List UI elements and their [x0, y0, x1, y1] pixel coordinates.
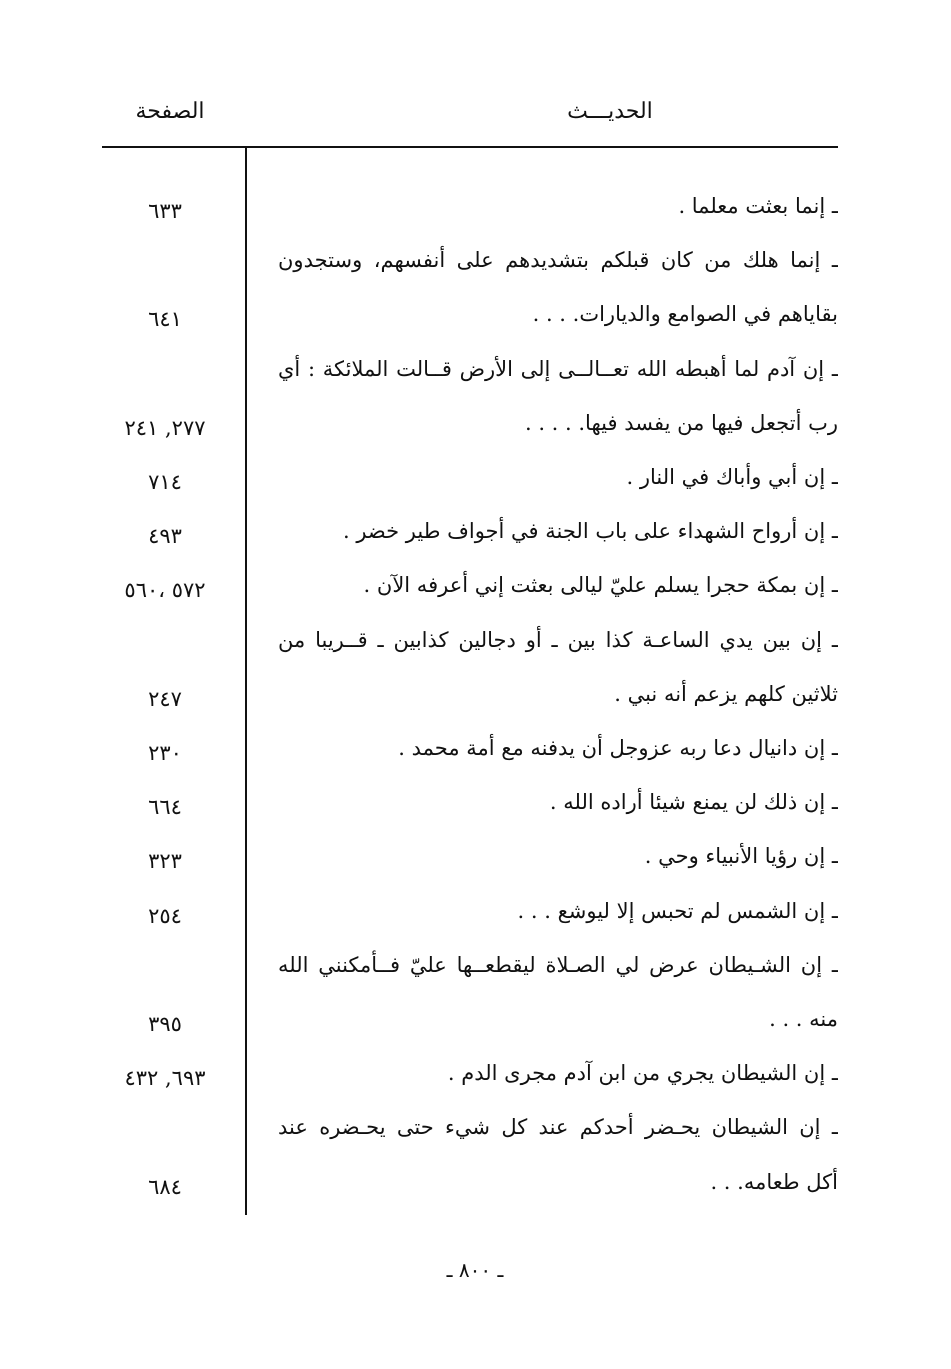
hadith-page-ref: ٦٤١ — [148, 307, 182, 332]
hadith-page-ref: ٣٢٣ — [148, 849, 182, 874]
hadith-entry-line: ـ إن الشيطان يحـضر أحدكم عند كل شيء حتى يحـضره عند — [278, 1115, 838, 1140]
hadith-page-ref: ٦٩٣, ٤٣٢ — [124, 1066, 206, 1091]
column-header-hadith: الحديـــث — [567, 99, 653, 124]
hadith-entry-line: ـ إن الشيطان يجري من ابن آدم مجرى الدم . — [447, 1061, 838, 1086]
hadith-entry-line: ـ إن الشمس لم تحبس إلا ليوشع . . . — [517, 898, 838, 923]
hadith-entry-line: ـ إن أرواح الشهداء على باب الجنة في أجواف طير خضر . — [342, 519, 838, 544]
hadith-page-ref: ٤٩٣ — [148, 524, 182, 549]
hadith-entry-line: منه . . . — [769, 1007, 838, 1031]
hadith-page-ref: ٢٧٧, ٢٤١ — [124, 415, 206, 440]
hadith-page-ref: ٣٩٥ — [148, 1012, 182, 1036]
hadith-entry-line: ثلاثين كلهم يزعم أنه نبي . — [614, 681, 838, 706]
hadith-page-ref: ٢٣٠ — [148, 741, 182, 765]
hadith-page-ref: ٦٨٤ — [148, 1174, 182, 1199]
column-divider — [245, 148, 247, 1215]
hadith-entry-line: ـ إن بمكة حجرا يسلم عليّ ليالى بعثت إني أعرفه الآن . — [363, 573, 838, 598]
column-header-page: الصفحة — [135, 99, 205, 124]
hadith-page-ref: ٢٥٤ — [148, 903, 182, 928]
hadith-entry-line: ـ إن آدم لما أهبطه الله تعــالــى إلى الأرض قــالت الملائكة : أي — [278, 356, 838, 381]
hadith-page-ref: ٦٣٣ — [148, 199, 182, 223]
hadith-entry-line: ـ إن الشـيطان عرض لي الصـلاة ليقطعــها عليّ فــأمكنني الله — [278, 952, 838, 977]
hadith-entry-line: ـ إن بين يدي الساعـة كذا بين ـ أو دجالين كذابين ـ قــريبا من — [278, 627, 838, 652]
hadith-entry-line: ـ إنما بعثت معلما . — [678, 194, 838, 218]
hadith-entry-line: بقاياهم في الصوامع والديارات. . . . — [532, 302, 838, 327]
hadith-entry-line: أكل طعامه. . . — [710, 1169, 838, 1194]
hadith-entry-line: ـ إنما هلك من كان قبلكم بتشديدهم على أنفسهم، وستجدون — [278, 248, 838, 273]
hadith-entry-line: ـ إن دانيال دعا ربه عزوجل أن يدفنه مع أمة محمد . — [398, 736, 838, 760]
hadith-entry-line: ـ إن ذلك لن يمنع شيئا أراده الله . — [549, 790, 838, 815]
hadith-entry-line: ـ إن رؤيا الأنبياء وحي . — [644, 844, 838, 869]
hadith-entry-line: رب أتجعل فيها من يفسد فيها. . . . . — [524, 410, 838, 435]
hadith-page-ref: ٦٦٤ — [148, 795, 182, 820]
hadith-page-ref: ٥٧٢ ،٥٦٠ — [124, 578, 206, 603]
page-number: ـ ٨٠٠ ـ — [446, 1258, 504, 1282]
hadith-page-ref: ٧١٤ — [148, 470, 182, 494]
header-divider — [102, 146, 838, 148]
hadith-entry-line: ـ إن أبي وأباك في النار . — [626, 465, 838, 489]
hadith-page-ref: ٢٤٧ — [148, 686, 182, 711]
